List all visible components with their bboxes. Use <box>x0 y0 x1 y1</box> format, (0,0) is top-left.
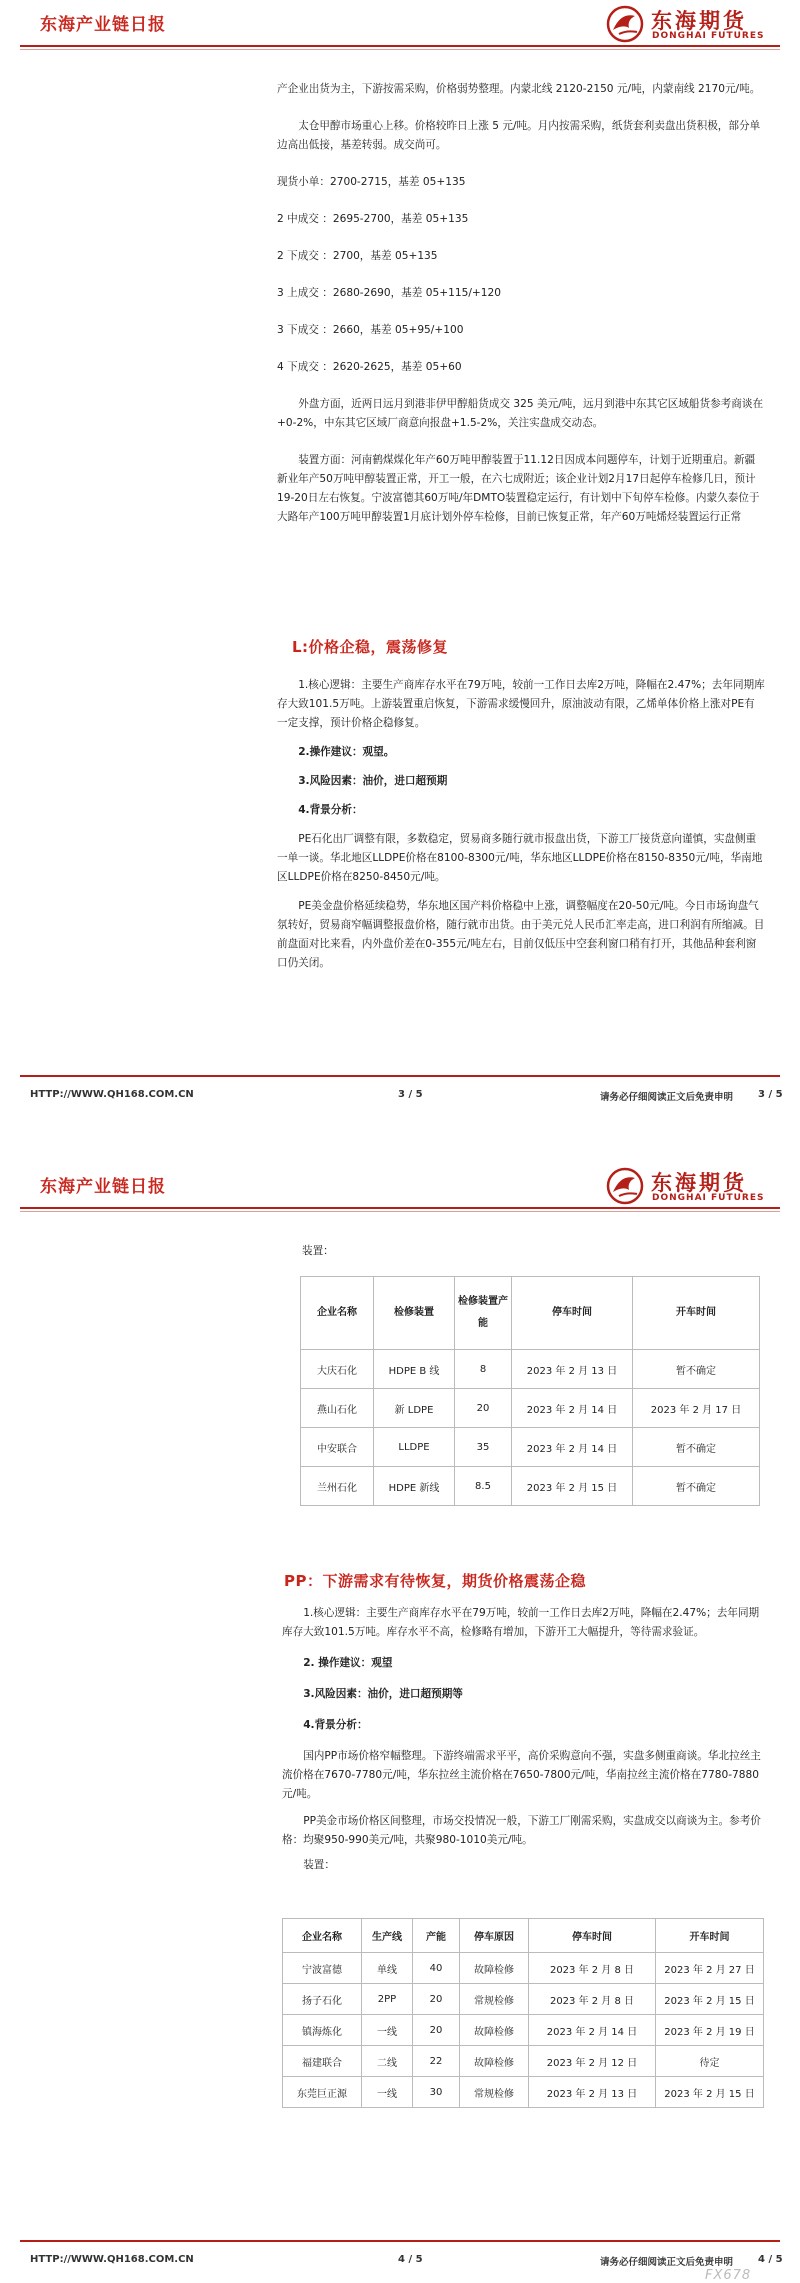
table-row <box>301 1350 760 1389</box>
table-cell: 兰州石化 <box>301 1467 374 1506</box>
methanol-section <box>277 80 765 527</box>
page-footer <box>0 1075 800 1115</box>
table-cell: 2023 年 2 月 15 日 <box>656 1984 764 2015</box>
report-title: 东海产业链日报 <box>40 15 166 35</box>
table-cell: 二线 <box>362 2046 413 2077</box>
table-cell: 镇海炼化 <box>283 2015 362 2046</box>
footer-url-link[interactable]: HTTP://WWW.QH168.COM.CN <box>30 1089 194 1100</box>
report-title: 东海产业链日报 <box>40 1177 166 1197</box>
table-cell: 扬子石化 <box>283 1984 362 2015</box>
table-cell: 2023 年 2 月 8 日 <box>529 1953 656 1984</box>
pp-maintenance-table <box>282 1918 764 2108</box>
company-logo <box>605 4 775 44</box>
core-logic: 1.核心逻辑：主要生产商库存水平在79万吨，较前一工作日去库2万吨，降幅在2.47%；去年同期库存大致101.5万吨。库存水平不高，检修略有增加，下游开工大幅提升，等待需求验证。 <box>282 1607 760 1638</box>
section-title-l: L:价格企稳，震荡修复 <box>292 638 449 656</box>
table-row <box>301 1389 760 1428</box>
table-header-cell: 停车时间 <box>512 1277 633 1350</box>
table-cell: 单线 <box>362 1953 413 1984</box>
footer-page-number-right: 4 / 5 <box>758 2254 783 2265</box>
table-cell: 2023 年 2 月 8 日 <box>529 1984 656 2015</box>
device-label-text: 装置： <box>302 1245 334 1257</box>
pp-section <box>282 1604 766 1875</box>
table-header-cell: 企业名称 <box>301 1277 374 1350</box>
table-cell: 新 LDPE <box>374 1389 455 1428</box>
table-cell: 30 <box>413 2077 460 2108</box>
table-cell: 一线 <box>362 2077 413 2108</box>
table-header-row <box>283 1919 764 1953</box>
footer-url-link[interactable]: HTTP://WWW.QH168.COM.CN <box>30 2254 194 2265</box>
background-heading: 4.背景分析： <box>298 804 363 816</box>
core-logic: 1.核心逻辑：主要生产商库存水平在79万吨，较前一工作日去库2万吨，降幅在2.47%；去年同期库存大致101.5万吨。上游装置重启恢复，下游需求缓慢回升，原油波动有限，乙烯单体价格上涨对PE有一定支撑，预计价格企稳修复。 <box>277 679 765 729</box>
donghai-logo-icon <box>605 4 645 44</box>
footer-divider <box>20 2240 780 2242</box>
table-header-cell: 停车原因 <box>460 1919 529 1953</box>
footer-page-number: 4 / 5 <box>398 2254 423 2265</box>
operation-advice: 2. 操作建议：观望 <box>303 1657 393 1669</box>
table-cell: 大庆石化 <box>301 1350 374 1389</box>
table-row <box>283 1984 764 2015</box>
logo-english-text: DONGHAI FUTURES <box>652 1193 765 1203</box>
paragraph: 产企业出货为主，下游按需采购，价格弱势整理。内蒙北线 2120-2150 元/吨，内蒙南线 2170元/吨。 <box>277 83 761 95</box>
table-row <box>283 1953 764 1984</box>
header-divider-thin <box>20 1211 780 1212</box>
table-cell: 故障检修 <box>460 2046 529 2077</box>
section-title-pp: PP：下游需求有待恢复，期货价格震荡企稳 <box>284 1572 586 1590</box>
risk-factors: 3.风险因素：油价，进口超预期等 <box>303 1688 463 1700</box>
table-cell: 2PP <box>362 1984 413 2015</box>
table-cell: 2023 年 2 月 27 日 <box>656 1953 764 1984</box>
operation-advice: 2.操作建议：观望。 <box>298 746 395 758</box>
table-cell: 20 <box>413 2015 460 2046</box>
spot-quote: 2 中成交 ：2695-2700，基差 05+135 <box>277 213 469 225</box>
spot-quote: 3 上成交 ：2680-2690，基差 05+115/+120 <box>277 287 501 299</box>
paragraph: 装置方面：河南鹤煤煤化年产60万吨甲醇装置于11.12日因成本问题停车，计划于近期重启。新疆新业年产50万吨甲醇装置正常，开工一般，在六七成附近；该企业计划2月17日起停车检修几日，预计19-20日左右恢复。宁波富德其60万吨/年DMTO装置稳定运行，有计划中下旬停车检修。内蒙久泰位于大路年产100万吨甲醇装置1月底计划外停车检修，目前已恢复正常，年产60万吨烯烃装置运行正常 <box>277 454 760 523</box>
logo-chinese-text: 东海期货 <box>651 9 747 33</box>
paragraph: 外盘方面，近两日远月到港非伊甲醇船货成交 325 美元/吨，远月到港中东其它区域船货参考商谈在+0-2%，中东其它区域厂商意向报盘+1.5-2%，关注实盘成交动态。 <box>277 398 764 429</box>
table-row <box>283 2077 764 2108</box>
table-cell: 常规检修 <box>460 2077 529 2108</box>
table-cell: 故障检修 <box>460 2015 529 2046</box>
risk-factors: 3.风险因素：油价，进口超预期 <box>298 775 448 787</box>
table-cell: 2023 年 2 月 15 日 <box>512 1467 633 1506</box>
background-paragraph: PE美金盘价格延续稳势，华东地区国产料价格稳中上涨，调整幅度在20-50元/吨。今日市场询盘气氛转好，贸易商窄幅调整报盘价格，随行就市出货。由于美元兑人民币汇率走高，进口利润有所缩减。目前盘面对比来看，内外盘价差在0-355元/吨左右，目前仅低压中空套利窗口稍有打开，其他品种套利窗口仍关闭。 <box>277 900 765 969</box>
spot-quote: 现货小单：2700-2715，基差 05+135 <box>277 176 466 188</box>
table-row <box>283 2015 764 2046</box>
header-divider <box>20 45 780 47</box>
table-cell: 35 <box>455 1428 512 1467</box>
page-header <box>0 0 800 42</box>
logo-chinese-text: 东海期货 <box>651 1171 747 1195</box>
table-cell: 2023 年 2 月 17 日 <box>633 1389 760 1428</box>
donghai-logo-icon <box>605 1166 645 1206</box>
table-cell: 2023 年 2 月 14 日 <box>529 2015 656 2046</box>
table-cell: 2023 年 2 月 15 日 <box>656 2077 764 2108</box>
footer-disclaimer: 请务必仔细阅读正文后免责申明 <box>600 2257 734 2268</box>
table-cell: 故障检修 <box>460 1953 529 1984</box>
table-header-cell: 开车时间 <box>633 1277 760 1350</box>
table-cell: 8.5 <box>455 1467 512 1506</box>
table-header-cell: 生产线 <box>362 1919 413 1953</box>
header-divider <box>20 1207 780 1209</box>
footer-page-number-right: 3 / 5 <box>758 1089 783 1100</box>
company-logo <box>605 1166 775 1206</box>
background-paragraph: 国内PP市场价格窄幅整理。下游终端需求平平，高价采购意向不强，实盘多侧重商谈。华北拉丝主流价格在7670-7780元/吨，华东拉丝主流价格在7650-7800元/吨，华南拉丝主流价格在7780-7880元/吨。 <box>282 1750 761 1800</box>
footer-disclaimer: 请务必仔细阅读正文后免责申明 <box>600 1092 734 1103</box>
table-cell: 8 <box>455 1350 512 1389</box>
table-cell: 暂不确定 <box>633 1350 760 1389</box>
background-heading: 4.背景分析： <box>303 1719 368 1731</box>
table-cell: 待定 <box>656 2046 764 2077</box>
table-cell: 2023 年 2 月 13 日 <box>512 1350 633 1389</box>
table-row <box>283 2046 764 2077</box>
table-cell: 一线 <box>362 2015 413 2046</box>
table-cell: 2023 年 2 月 12 日 <box>529 2046 656 2077</box>
header-divider-thin <box>20 49 780 50</box>
table-cell: HDPE 新线 <box>374 1467 455 1506</box>
footer-divider <box>20 1075 780 1077</box>
table-cell: 东莞巨正源 <box>283 2077 362 2108</box>
table-cell: 2023 年 2 月 14 日 <box>512 1389 633 1428</box>
watermark-text: FX678 <box>705 2268 752 2283</box>
background-paragraph: PE石化出厂调整有限，多数稳定，贸易商多随行就市报盘出货，下游工厂接货意向谨慎，实盘侧重一单一谈。华北地区LLDPE价格在8100-8300元/吨，华东地区LLDPE价格在8150-8350元/吨，华南地区LLDPE价格在8250-8450元/吨。 <box>277 833 763 883</box>
paragraph: 太仓甲醇市场重心上移。价格较昨日上涨 5 元/吨。月内按需采购，纸货套利卖盘出货积极，部分单边高出低接，基差转弱。成交尚可。 <box>277 120 761 151</box>
table-header-cell: 检修装置产能 <box>455 1277 512 1350</box>
table-header-cell: 产能 <box>413 1919 460 1953</box>
device-label <box>302 1242 790 1261</box>
logo-english-text: DONGHAI FUTURES <box>652 31 765 41</box>
table-cell: 暂不确定 <box>633 1467 760 1506</box>
table-cell: 40 <box>413 1953 460 1984</box>
spot-quote: 3 下成交 ：2660，基差 05+95/+100 <box>277 324 464 336</box>
report-page-3 <box>0 0 800 1140</box>
table-header-cell: 开车时间 <box>656 1919 764 1953</box>
table-cell: 2023 年 2 月 19 日 <box>656 2015 764 2046</box>
table-cell: 福建联合 <box>283 2046 362 2077</box>
footer-page-number: 3 / 5 <box>398 1089 423 1100</box>
spot-quote: 2 下成交 ：2700，基差 05+135 <box>277 250 438 262</box>
table-header-cell: 检修装置 <box>374 1277 455 1350</box>
table-header-row <box>301 1277 760 1350</box>
device-label-text: 装置： <box>303 1859 335 1871</box>
background-paragraph: PP美金市场价格区间整理，市场交投情况一般，下游工厂刚需采购，实盘成交以商谈为主。参考价格：均聚950-990美元/吨，共聚980-1010美元/吨。 <box>282 1815 761 1846</box>
l-section <box>277 676 765 973</box>
table-cell: 中安联合 <box>301 1428 374 1467</box>
table-cell: 22 <box>413 2046 460 2077</box>
page-header <box>0 1162 800 1204</box>
table-cell: 2023 年 2 月 13 日 <box>529 2077 656 2108</box>
table-cell: 20 <box>455 1389 512 1428</box>
table-row <box>301 1467 760 1506</box>
pe-maintenance-table <box>300 1276 760 1506</box>
table-cell: 暂不确定 <box>633 1428 760 1467</box>
table-cell: 2023 年 2 月 14 日 <box>512 1428 633 1467</box>
table-header-cell: 企业名称 <box>283 1919 362 1953</box>
table-cell: 宁波富德 <box>283 1953 362 1984</box>
table-cell: LLDPE <box>374 1428 455 1467</box>
table-cell: HDPE B 线 <box>374 1350 455 1389</box>
spot-quote: 4 下成交 ：2620-2625，基差 05+60 <box>277 361 462 373</box>
table-cell: 燕山石化 <box>301 1389 374 1428</box>
table-cell: 20 <box>413 1984 460 2015</box>
table-row <box>301 1428 760 1467</box>
page-footer <box>0 2240 800 2283</box>
table-cell: 常规检修 <box>460 1984 529 2015</box>
table-header-cell: 停车时间 <box>529 1919 656 1953</box>
